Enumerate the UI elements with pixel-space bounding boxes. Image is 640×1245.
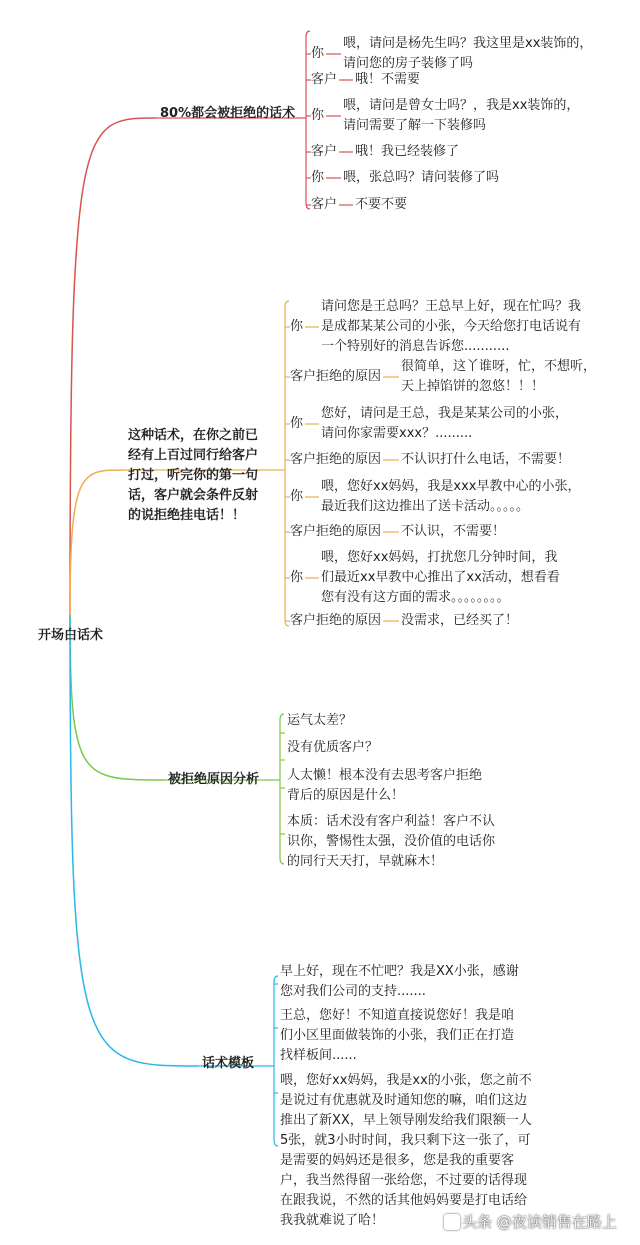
note-text-line: 我我就难说了哈！ [280, 1213, 385, 1228]
dialogue-text-line: 您有没有这方面的需求。。。。。。。。 [321, 590, 510, 605]
note-text [287, 812, 495, 872]
dialogue-text [401, 450, 570, 470]
speaker-label-line: 客户 [311, 197, 338, 212]
note-text-line: 的同行天天打，早就麻木！ [287, 854, 444, 869]
dialogue-text [321, 297, 581, 357]
branch-label-b2-line: 的说拒绝挂电话！！ [128, 508, 246, 523]
speaker-label [290, 522, 381, 542]
speaker-label [311, 44, 324, 64]
note-text-line: 户，我当然得留一张给您，不过要的话得现 [280, 1173, 528, 1188]
branch-label-b3-line: 被拒绝原因分析 [168, 772, 260, 787]
bracket-b4 [274, 976, 278, 1146]
dialogue-text-line: 喂，您好xx妈妈，我是xxx早教中心的小张， [321, 479, 581, 494]
branch-label-b2-line: 经有上百过同行给客户 [128, 448, 259, 463]
note-text-line: 背后的原因是什么！ [287, 788, 405, 803]
bracket-b3 [280, 714, 284, 864]
speaker-label-line: 你 [311, 46, 325, 61]
branch-label-b1 [160, 104, 295, 124]
note-text-line: 没有优质客户？ [287, 740, 379, 755]
speaker-label-line: 客户拒绝的原因 [290, 524, 382, 539]
bracket-b1 [306, 31, 310, 209]
dialogue-text-line: 喂，请问是曾女士吗？，我是xx装饰的， [343, 98, 580, 113]
note-text-line: 是需要的妈妈还是很多，您是我的重要客 [280, 1153, 515, 1168]
dialogue-text-line: 不认识，不需要！ [401, 524, 506, 539]
speaker-label-line: 你 [290, 489, 304, 504]
note-text-line: 推出了新XX，早上领导刚发给我们限额一人 [280, 1113, 532, 1128]
speaker-label [290, 414, 303, 434]
speaker-label-line: 你 [290, 319, 304, 334]
note-text-line: 在跟我说，不然的话其他妈妈要是打电话给 [280, 1193, 528, 1208]
speaker-label [311, 106, 324, 126]
note-text-line: 识你，警惕性太强，没价值的电话你 [287, 834, 496, 849]
note-text-line: 们小区里面做装饰的小张，我们正在打造 [280, 1028, 515, 1043]
speaker-label [311, 142, 337, 162]
speaker-label-line: 你 [311, 108, 325, 123]
dialogue-text [401, 357, 596, 397]
watermark-logo-icon [444, 1214, 460, 1230]
speaker-label [290, 568, 303, 588]
note-text [280, 1071, 532, 1231]
root-node: 开场白话术 [38, 628, 104, 643]
branch-label-b1-line: 80%都会被拒绝的话术 [160, 106, 296, 121]
note-text-line: 5张，就3小时时间，我只剩下这一张了，可 [280, 1133, 531, 1148]
note-text-line: 喂，您好xx妈妈，我是xx的小张，您之前不 [280, 1073, 532, 1088]
dialogue-text [401, 611, 518, 631]
dialogue-text-line: 没需求，已经买了！ [401, 613, 519, 628]
branch-label-b2-line: 话，客户就会条件反射 [128, 488, 259, 503]
dialogue-text [343, 168, 499, 188]
branch-label-b2-line: 打过，听完你的第一句 [128, 468, 259, 483]
dialogue-text-line: 请问您是王总吗？王总早上好，现在忙吗？我 [321, 299, 582, 314]
speaker-label-line: 客户拒绝的原因 [290, 369, 382, 384]
note-text-line: 早上好，现在不忙吧？我是XX小张，感谢 [280, 964, 519, 979]
speaker-label-line: 客户拒绝的原因 [290, 452, 382, 467]
dialogue-text [355, 142, 459, 162]
dialogue-text [355, 70, 420, 90]
watermark: 头条 @夜读销售在路上 [462, 1213, 617, 1231]
speaker-label-line: 客户 [311, 144, 338, 159]
note-text-line: 人太懒！根本没有去思考客户拒绝 [287, 768, 483, 783]
dialogue-text [321, 477, 580, 517]
speaker-label-line: 你 [290, 570, 304, 585]
note-text-line: 王总，您好！不知道直接说您好！我是咱 [280, 1008, 515, 1023]
note-text-line: 找样板间...... [280, 1048, 357, 1063]
note-text-line: 运气太差？ [287, 713, 353, 728]
dialogue-text-line: 天上掉馅饼的忽悠！！！ [401, 379, 545, 394]
speaker-label [311, 168, 324, 188]
dialogue-text [321, 548, 560, 608]
dialogue-text [321, 404, 568, 444]
dialogue-text [401, 522, 505, 542]
dialogue-text-line: 哦！我已经装修了 [355, 144, 460, 159]
branch-label-b3 [168, 770, 259, 790]
dialogue-text-line: 请问需要了解一下装修吗 [343, 118, 487, 133]
speaker-label [290, 450, 381, 470]
speaker-label-line: 你 [311, 170, 325, 185]
speaker-label [290, 317, 303, 337]
speaker-label-line: 客户拒绝的原因 [290, 613, 382, 628]
dialogue-text [355, 195, 407, 215]
speaker-label-line: 你 [290, 416, 304, 431]
speaker-label [311, 70, 337, 90]
branch-label-b4-line: 话术模板 [202, 1056, 255, 1071]
dialogue-text-line: 您好，请问是王总，我是某某公司的小张， [321, 406, 569, 421]
branch-connector-b4 [70, 615, 198, 1066]
speaker-label-line: 客户 [311, 72, 338, 87]
dialogue-text-line: 请问你家需要xxx？......... [321, 426, 473, 441]
dialogue-text [343, 34, 592, 74]
dialogue-text-line: 最近我们这边推出了送卡活动。。。。。 [321, 499, 530, 514]
note-text [287, 766, 482, 806]
dialogue-text-line: 不要不要 [355, 197, 408, 212]
dialogue-text-line: 是成都某某公司的小张，今天给您打电话说有 [321, 319, 582, 334]
speaker-label [290, 367, 381, 387]
speaker-label [290, 487, 303, 507]
dialogue-text-line: 们最近xx早教中心推出了xx活动，想看看 [321, 570, 560, 585]
speaker-label [290, 611, 381, 631]
branch-label-b2 [128, 426, 258, 526]
dialogue-text-line: 喂，请问是杨先生吗？我这里是xx装饰的， [343, 36, 593, 51]
dialogue-text-line: 请问您的房子装修了吗 [343, 56, 474, 71]
note-text [280, 962, 519, 1002]
note-text-line: 您对我们公司的支持....... [280, 984, 426, 999]
note-text [287, 738, 378, 758]
dialogue-text-line: 很简单，这丫谁呀，忙，不想听， [401, 359, 597, 374]
note-text-line: 是说过有优惠就及时通知您的嘛，咱们这边 [280, 1093, 528, 1108]
bracket-b2 [285, 301, 289, 626]
note-text [280, 1006, 514, 1066]
dialogue-text-line: 不认识打什么电话，不需要！ [401, 452, 571, 467]
dialogue-text-line: 一个特别好的消息告诉您........... [321, 339, 510, 354]
branch-label-b2-line: 这种话术，在你之前已 [128, 428, 259, 443]
speaker-label [311, 195, 337, 215]
branch-connector-b2 [70, 470, 124, 615]
dialogue-text-line: 哦！不需要 [355, 72, 421, 87]
branch-connector-b1 [70, 118, 156, 615]
dialogue-text-line: 喂，您好xx妈妈，打扰您几分钟时间，我 [321, 550, 558, 565]
note-text [287, 711, 352, 731]
dialogue-text-line: 喂，张总吗？请问装修了吗 [343, 170, 500, 185]
dialogue-text [343, 96, 579, 136]
note-text-line: 本质：话术没有客户利益！客户不认 [287, 814, 496, 829]
branch-label-b4 [202, 1054, 254, 1074]
